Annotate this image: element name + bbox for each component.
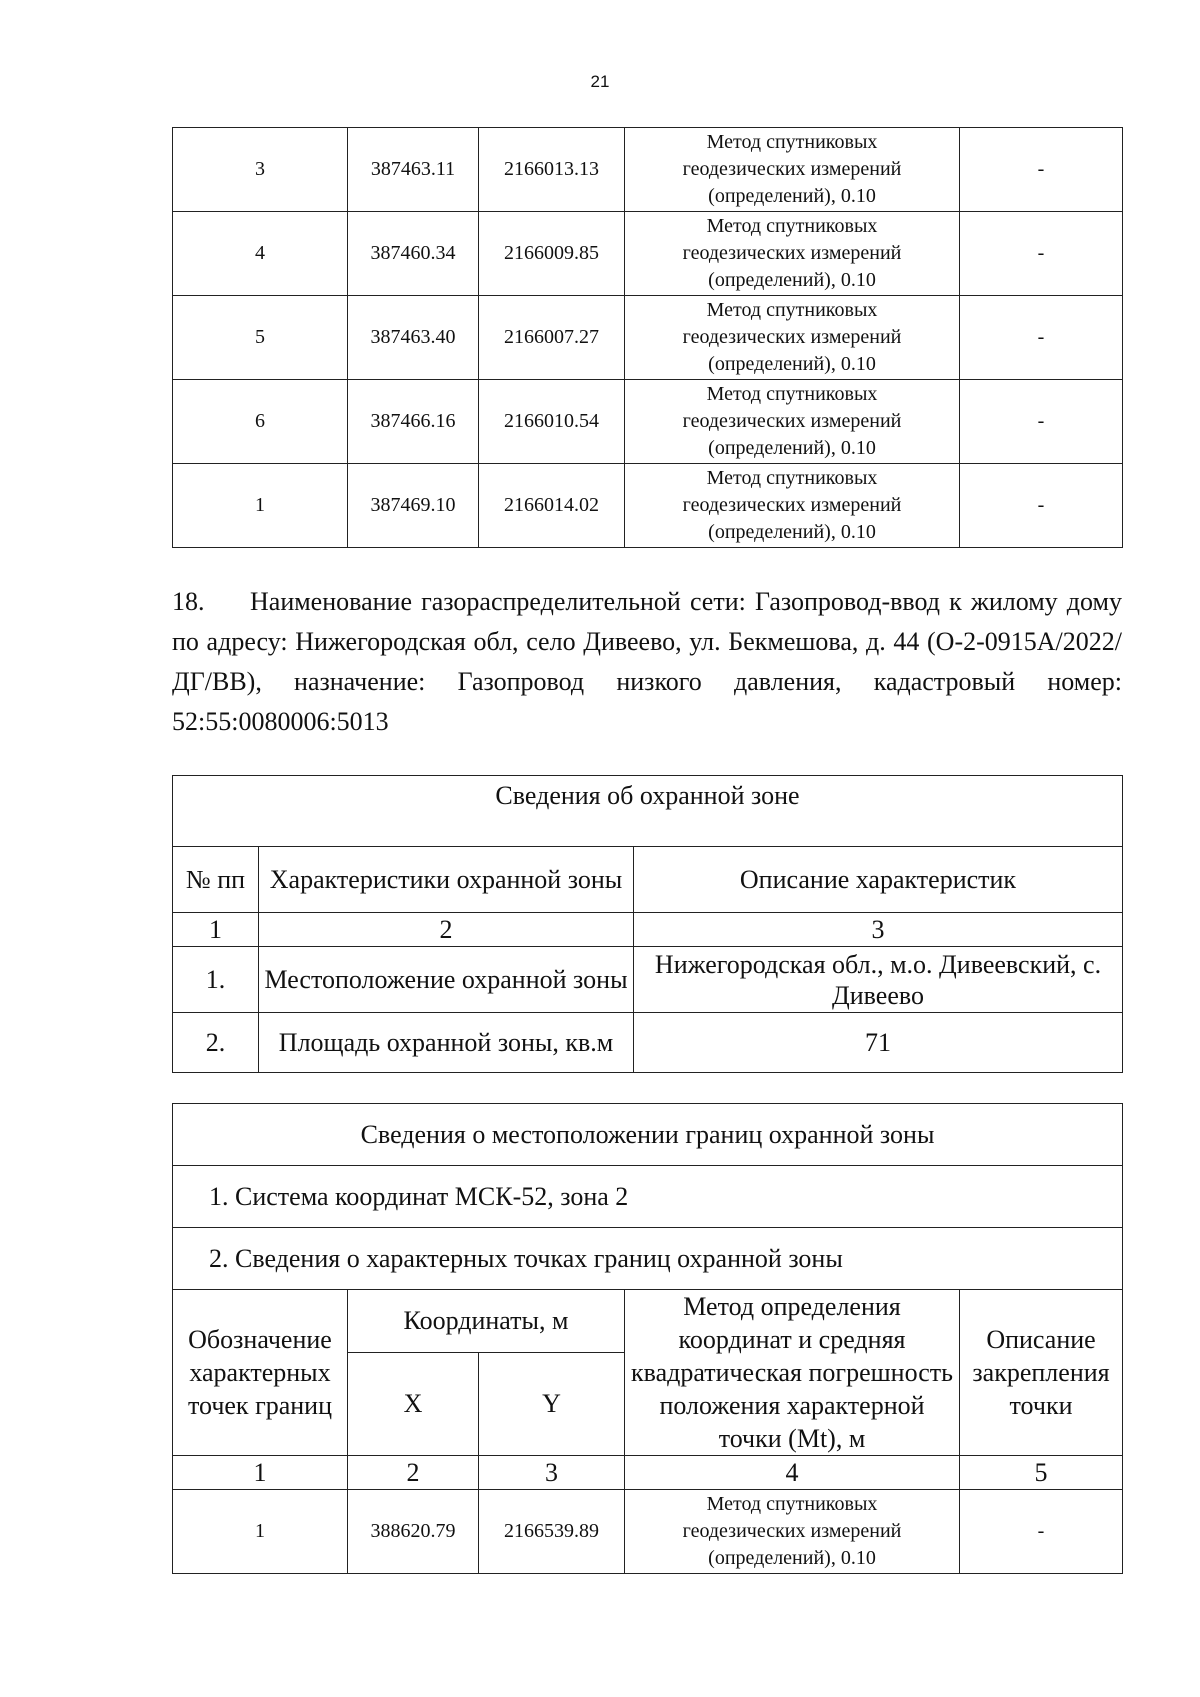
header-fixing: Описание закрепления точки bbox=[960, 1290, 1123, 1456]
fixing-description: - bbox=[960, 1490, 1123, 1574]
fixing-description: - bbox=[960, 212, 1123, 296]
zone-table-title: Сведения об охранной зоне bbox=[173, 776, 1123, 847]
coordinates-table-continued bbox=[172, 127, 1123, 548]
point-number: 4 bbox=[173, 212, 348, 296]
header-description: Описание характеристик bbox=[634, 847, 1123, 913]
method-line: геодезических измерений bbox=[682, 1520, 902, 1542]
table-row bbox=[173, 128, 1123, 212]
column-number: 4 bbox=[625, 1456, 960, 1490]
coord-y: 2166009.85 bbox=[479, 212, 625, 296]
method-line: Метод спутниковых bbox=[706, 131, 878, 153]
coord-y: 2166007.27 bbox=[479, 296, 625, 380]
point-number: 1 bbox=[173, 464, 348, 548]
row-number: 2. bbox=[173, 1013, 259, 1073]
method-cell bbox=[625, 1490, 960, 1574]
fixing-description: - bbox=[960, 296, 1123, 380]
header-y: Y bbox=[479, 1352, 625, 1455]
row-number: 1. bbox=[173, 947, 259, 1013]
method-line: (определений), 0.10 bbox=[708, 521, 876, 543]
coord-y: 2166013.13 bbox=[479, 128, 625, 212]
description: 71 bbox=[634, 1013, 1123, 1073]
method-line: (определений), 0.10 bbox=[708, 353, 876, 375]
coord-x: 387469.10 bbox=[348, 464, 479, 548]
method-cell bbox=[625, 212, 960, 296]
table-row bbox=[173, 947, 1123, 1013]
method-line: (определений), 0.10 bbox=[708, 1547, 876, 1569]
header-characteristic: Характеристики охранной зоны bbox=[259, 847, 634, 913]
method-line: Метод спутниковых bbox=[706, 215, 878, 237]
header-coordinates: Координаты, м bbox=[348, 1290, 625, 1353]
method-line: геодезических измерений bbox=[682, 158, 902, 180]
table-row bbox=[173, 1013, 1123, 1073]
header-method: Метод определения координат и средняя квадратическая погрешность положения характерной точки (Mt), м bbox=[625, 1290, 960, 1456]
table-row bbox=[173, 380, 1123, 464]
coord-y: 2166539.89 bbox=[479, 1490, 625, 1574]
point-number: 3 bbox=[173, 128, 348, 212]
column-number: 5 bbox=[960, 1456, 1123, 1490]
method-line: Метод спутниковых bbox=[706, 1493, 878, 1515]
column-number: 1 bbox=[173, 1456, 348, 1490]
column-number: 1 bbox=[173, 913, 259, 947]
coord-x: 387466.16 bbox=[348, 380, 479, 464]
page-number: 21 bbox=[590, 72, 610, 91]
protection-zone-table bbox=[172, 775, 1123, 1073]
column-number: 2 bbox=[259, 913, 634, 947]
method-line: геодезических измерений bbox=[682, 494, 902, 516]
header-number: № пп bbox=[173, 847, 259, 913]
column-number: 2 bbox=[348, 1456, 479, 1490]
point-number: 1 bbox=[173, 1490, 348, 1574]
method-line: (определений), 0.10 bbox=[708, 185, 876, 207]
boundary-table-title: Сведения о местоположении границ охранной зоны bbox=[173, 1104, 1123, 1166]
point-number: 5 bbox=[173, 296, 348, 380]
coord-x: 387460.34 bbox=[348, 212, 479, 296]
table-row bbox=[173, 212, 1123, 296]
method-line: (определений), 0.10 bbox=[708, 269, 876, 291]
coord-x: 388620.79 bbox=[348, 1490, 479, 1574]
coord-x: 387463.40 bbox=[348, 296, 479, 380]
boundary-table bbox=[172, 1103, 1123, 1574]
coord-y: 2166010.54 bbox=[479, 380, 625, 464]
section-paragraph bbox=[172, 582, 1122, 742]
method-line: геодезических измерений bbox=[682, 242, 902, 264]
section-number: 18. bbox=[172, 587, 205, 616]
header-x: X bbox=[348, 1352, 479, 1455]
method-cell bbox=[625, 464, 960, 548]
method-cell bbox=[625, 380, 960, 464]
characteristic: Площадь охранной зоны, кв.м bbox=[259, 1013, 634, 1073]
points-title: 2. Сведения о характерных точках границ охранной зоны bbox=[173, 1228, 1123, 1290]
column-number: 3 bbox=[634, 913, 1123, 947]
section-text: Наименование газораспределительной сети: Газопровод-ввод к жилому дому по адресу: Нижегородская обл, село Дивеево, ул. Бекмешова, д. 44 (О-2-0915А/2022/ДГ/ВВ), назначение: Газопровод низкого давления, кадастровый номер: 52:55:0080006:5013 bbox=[172, 587, 1122, 736]
method-line: (определений), 0.10 bbox=[708, 437, 876, 459]
coord-x: 387463.11 bbox=[348, 128, 479, 212]
table-row bbox=[173, 1490, 1123, 1574]
method-cell bbox=[625, 296, 960, 380]
method-line: геодезических измерений bbox=[682, 410, 902, 432]
method-line: Метод спутниковых bbox=[706, 467, 878, 489]
table-row bbox=[173, 296, 1123, 380]
coord-y: 2166014.02 bbox=[479, 464, 625, 548]
fixing-description: - bbox=[960, 128, 1123, 212]
fixing-description: - bbox=[960, 464, 1123, 548]
point-number: 6 bbox=[173, 380, 348, 464]
column-number: 3 bbox=[479, 1456, 625, 1490]
fixing-description: - bbox=[960, 380, 1123, 464]
coordinate-system: 1. Система координат МСК-52, зона 2 bbox=[173, 1166, 1123, 1228]
characteristic: Местоположение охранной зоны bbox=[259, 947, 634, 1013]
method-cell bbox=[625, 128, 960, 212]
table-row bbox=[173, 464, 1123, 548]
method-line: Метод спутниковых bbox=[706, 299, 878, 321]
header-designation: Обозначение характерных точек границ bbox=[173, 1290, 348, 1456]
description: Нижегородская обл., м.о. Дивеевский, с. Дивеево bbox=[634, 947, 1123, 1013]
method-line: геодезических измерений bbox=[682, 326, 902, 348]
method-line: Метод спутниковых bbox=[706, 383, 878, 405]
